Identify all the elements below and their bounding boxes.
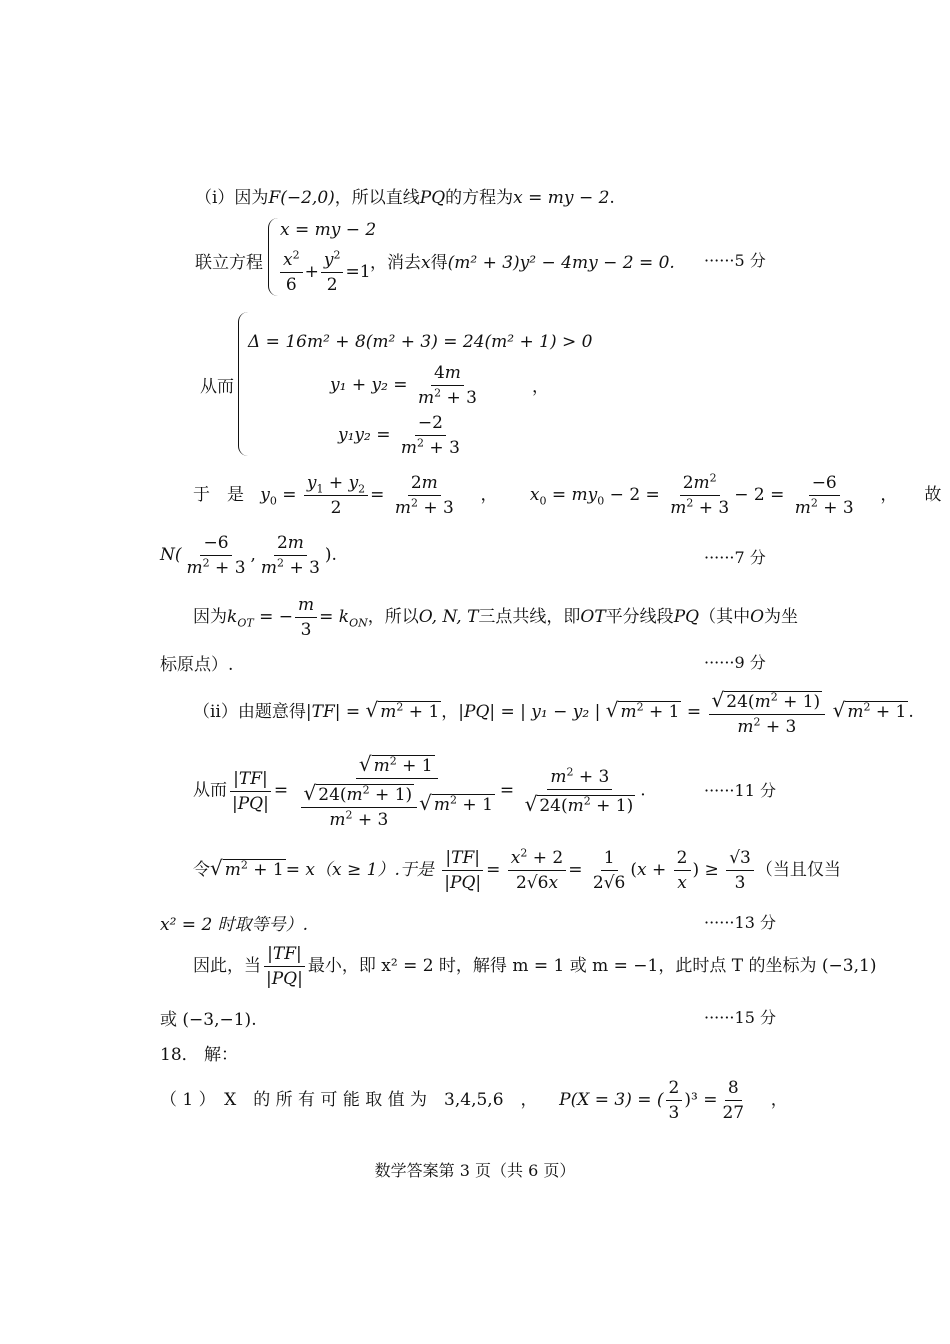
prod-eq: y₁y₂ = $\frac{-2}{m^2 + 3}$ xyxy=(338,413,460,458)
score-9: ······9 分 xyxy=(704,653,766,672)
system-eq1: x = my − 2 xyxy=(280,220,377,240)
n-point: N( $\frac{-6}{m^2 + 3}$ , $\frac{2m}{m^2 + 3}$ ). xyxy=(160,533,337,578)
collinear-line-2: 标原点）. xyxy=(160,655,234,675)
page-footer: 数学答案第 3 页（共 6 页） xyxy=(374,1161,576,1180)
conclude-line: 因此，当 $\frac{|TF|}{|PQ|}$ 最小，即 x² = 2 时，解得 m = 1 或 m = −1，此时点 T 的坐标为 (−3,1) xyxy=(193,944,877,989)
sum-eq: y₁ + y₂ = $\frac{4m}{m^2 + 3}$ xyxy=(330,363,477,408)
system-label: 联立方程 xyxy=(195,253,263,273)
system-eq2: $\frac{x^2}{6}$ + $\frac{y^2}{2}$ =1 xyxy=(278,250,371,295)
q18-head: 18． 解： xyxy=(160,1045,239,1065)
ratio-line: 从而 $\frac{|TF|}{|PQ|}$ = √ $m^2 + 1$ $\frac{√ 24(m^2 + 1)}{m^2 + 3}$ √ $m^2 + 1$ = $\frac{m^2 + 3}{√ 24(m^2 + 1)}$ . xyxy=(193,752,646,830)
let-line: 令√ $m^2 + 1 = x(x \ge 1)$.于是 $\frac{|TF|}{|PQ|}$ = $\frac{x^2 + 2}{2√6x}$ = $\frac{1}{2√6}$ (x + $\frac{2}{x}$ ) ≥ $\frac{√3}{3}$ （当且仅当 xyxy=(193,846,841,893)
let-line-2: x² = 2 时取等号）. xyxy=(160,915,309,935)
score-13: ······13 分 xyxy=(704,913,776,932)
collinear-line: 因为$k_{OT}$ = − $\frac{m}{3}$ = $k_{ON}$，所以O, N, T三点共线，即OT平分线段PQ（其中O为坐 xyxy=(193,595,799,640)
q18-part1: （ 1 ） X 的 所 有 可 能 取 值 为 3,4,5,6 ， P(X = 3) = ( $\frac{2}{3}$ )³ = $\frac{8}{27}$ ， xyxy=(160,1078,788,1123)
delta-eq: Δ = 16m² + 8(m² + 3) = 24(m² + 1) > 0 xyxy=(248,332,593,352)
hence-label: 从而 xyxy=(200,377,234,397)
hence-comma: ， xyxy=(532,377,549,397)
part-i-line: （i）因为F(−2,0)，所以直线PQ的方程为x = my − 2. xyxy=(195,188,615,208)
yu-line: 于 是 $y_0$ = $\frac{y_1 + y_2}{2}$ = $\frac{2m}{m^2 + 3}$ ， $x_0 = my_0 - 2$ = $\frac{2m^2}{m^2 + 3}$ − 2 = $\frac{-6}{m^2 + 3}$ ， 故 xyxy=(193,471,942,518)
part-ii-line: （ii）由题意得|TF| = √ $m^2 + 1$ ，|PQ| = | y₁ − y₂ | √ $m^2 + 1$ = $\frac{√ 24(m^2 + 1)}{m^2 + 3}$ √ $m^2 + 1$ . xyxy=(193,688,914,737)
score-5: ······5 分 xyxy=(704,251,766,270)
score-11: ······11 分 xyxy=(704,781,776,800)
conclude-line-2: 或 (−3,−1). xyxy=(160,1010,257,1030)
score-7: ······7 分 xyxy=(704,548,766,567)
score-15: ······15 分 xyxy=(704,1008,776,1027)
system-result: ，消去x得(m² + 3)y² − 4my − 2 = 0. xyxy=(370,253,675,273)
